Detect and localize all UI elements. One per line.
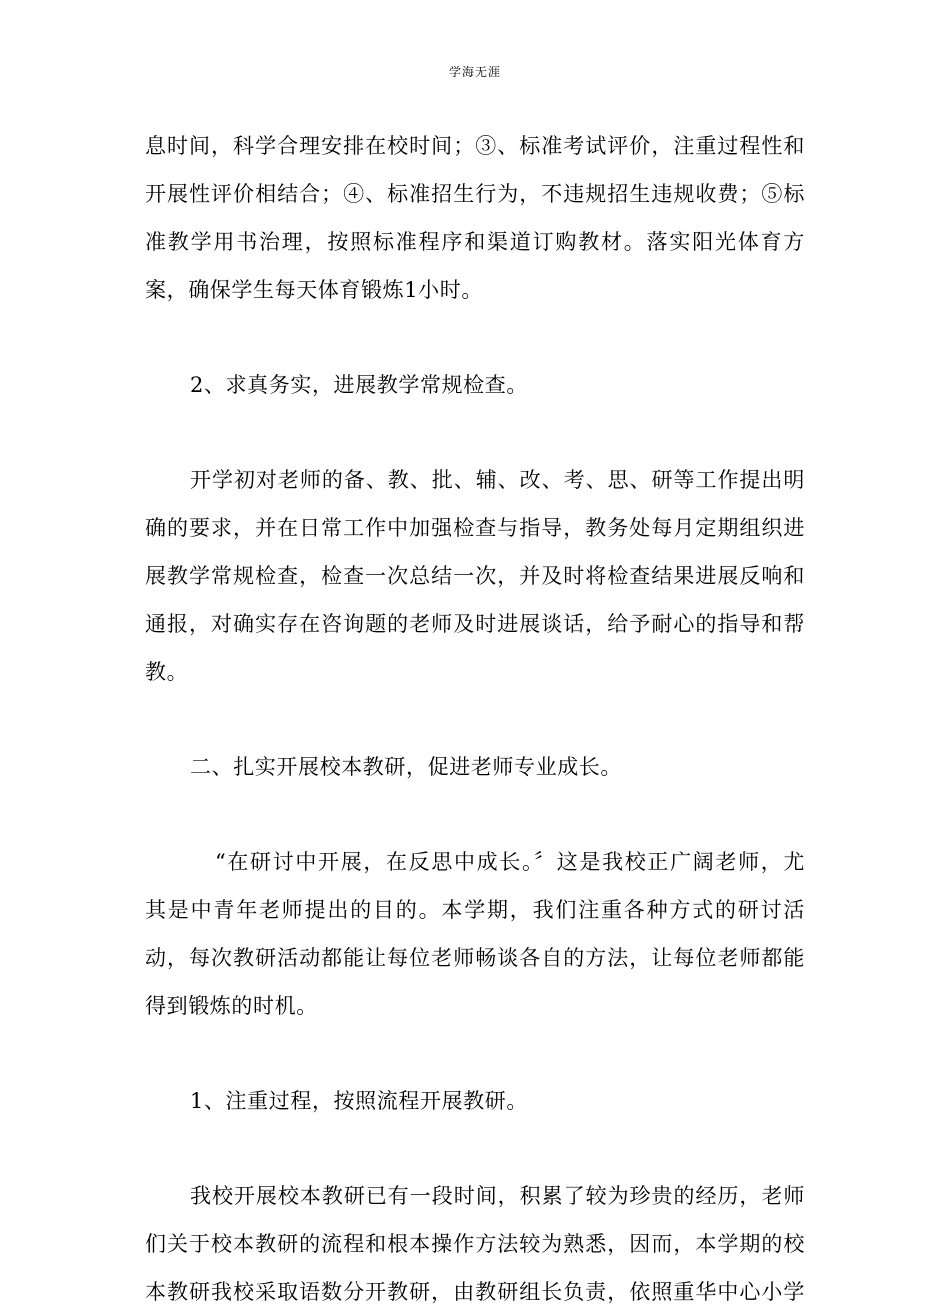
text-line: 本教研我校采取语数分开教研，由教研组长负责，依照重华中心小学 [145, 1280, 805, 1304]
paragraph [145, 456, 805, 696]
section-heading-text: 二、扎实开展校本教研，促进老师专业成长。 [190, 755, 622, 779]
text-line: 我校开展校本教研已有一段时间，积累了较为珍贵的经历，老师 [190, 1184, 805, 1208]
text-line: 展教学常规检查，检查一次总结一次，并及时将检查结果进展反响和 [145, 564, 805, 588]
subheading [145, 361, 805, 409]
text-line: 准教学用书治理，按照标准程序和渠道订购教材。落实阳光体育方 [145, 230, 805, 254]
subheading-text: 1、注重过程，按照流程开展教研。 [190, 1089, 528, 1113]
subheading [145, 1077, 805, 1125]
text-line: 开展性评价相结合；④、标准招生行为，不违规招生违规收费；⑤标 [145, 182, 805, 206]
text-line: “在研讨中开展，在反思中成长。〞这是我校正广阔老师，尤 [215, 850, 805, 874]
document-body [145, 122, 805, 1316]
text-line: 确的要求，并在日常工作中加强检查与指导，教务处每月定期组织进 [145, 516, 805, 540]
text-line: 开学初对老师的备、教、批、辅、改、考、思、研等工作提出明 [190, 468, 805, 492]
text-line: 得到锻炼的时机。 [145, 994, 318, 1018]
text-line: 其是中青年老师提出的目的。本学期，我们注重各种方式的研讨活 [145, 898, 805, 922]
text-line: 通报，对确实存在咨询题的老师及时进展谈话，给予耐心的指导和帮 [145, 612, 805, 636]
section-heading [145, 743, 805, 791]
paragraph [145, 1172, 805, 1316]
page-header: 学海无涯 [448, 65, 501, 79]
paragraph [145, 838, 805, 1030]
text-line: 动，每次教研活动都能让每位老师畅谈各自的方法，让每位老师都能 [145, 946, 805, 970]
paragraph [145, 122, 805, 314]
text-line: 教。 [145, 660, 189, 684]
text-line: 们关于校本教研的流程和根本操作方法较为熟悉，因而，本学期的校 [145, 1232, 805, 1256]
text-line: 息时间，科学合理安排在校时间；③、标准考试评价，注重过程性和 [145, 134, 805, 158]
subheading-text: 2、求真务实，进展教学常规检查。 [190, 373, 528, 397]
text-line: 案，确保学生每天体育锻炼1小时。 [145, 278, 483, 302]
